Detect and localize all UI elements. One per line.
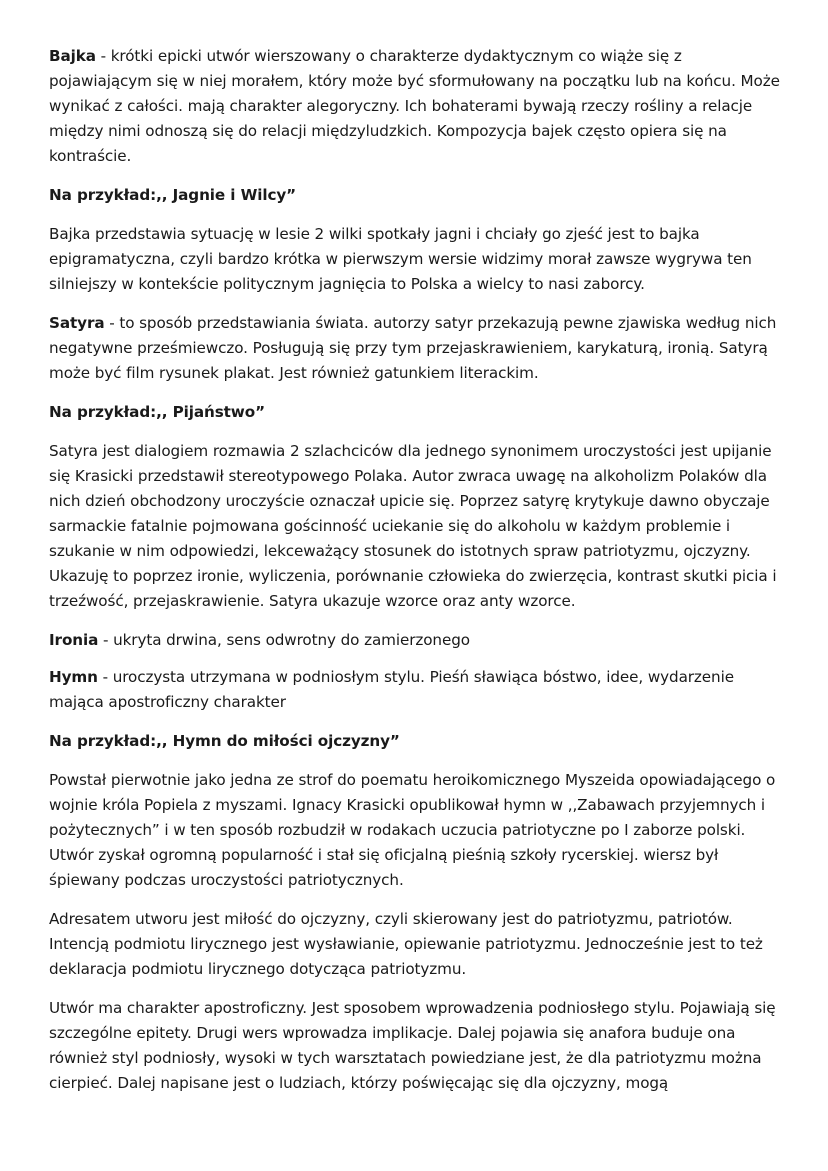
term-bajka: Bajka [49,47,96,65]
example-heading-jagnie: Na przykład:,, Jagnie i Wilcy” [49,186,297,204]
paragraph-hymn-addressee: Adresatem utworu jest miłość do ojczyzny, czyli skierowany jest do patriotyzmu, patriotów. Intencją podmiotu lirycznego jest wysławianie, opiewanie patriotyzmu. Jednocześnie jest to też deklaracja podmiotu lirycznego dotycząca patriotyzmu. [49,910,763,978]
definition-satyra-text: - to sposób przedstawiania świata. autorzy satyr przekazują pewne zjawiska według nich negatywne prześmiewczo. Posługują się przy tym przejaskrawieniem, karykaturą, ironią. Satyrą może być film rysunek plakat. Jest również gatunkiem literackim. [49,314,777,382]
definition-hymn [49,665,788,715]
example-heading-pijanstwo: Na przykład:,, Pijaństwo” [49,403,265,421]
paragraph-hymn-origin: Powstał pierwotnie jako jedna ze strof do poematu heroikomicznego Myszeida opowiadającego o wojnie króla Popiela z myszami. Ignacy Krasicki opublikował hymn w ,,Zabawach przyjemnych i pożytecznych” i w ten sposób rozbudził w rodakach uczucia patriotyczne po I zaborze polski. Utwór zyskał ogromną popularność i stał się oficjalną pieśnią szkoły rycerskiej. wiersz był śpiewany podczas uroczystości patriotycznych. [49,771,776,889]
definition-ironia [49,628,788,653]
paragraph-hymn-style: Utwór ma charakter apostroficzny. Jest sposobem wprowadzenia podniosłego stylu. Pojawiają się szczególne epitety. Drugi wers wprowadza implikacje. Dalej pojawia się anafora buduje ona również styl podniosły, wysoki w tych warsztatach powiedziane jest, że dla patriotyzmu można cierpieć. Dalej napisane jest o ludziach, którzy poświęcając się dla ojczyzny, mogą [49,999,776,1092]
definition-bajka-text: - krótki epicki utwór wierszowany o charakterze dydaktycznym co wiąże się z pojawiającym się w niej morałem, który może być sformułowany na początku lub na końcu. Może wynikać z całości. mają charakter alegoryczny. Ich bohaterami bywają rzeczy rośliny a relacje między nimi odnoszą się do relacji międzyludzkich. Kompozycja bajek często opiera się na kontraście. [49,47,780,165]
definition-bajka [49,44,788,169]
definition-ironia-text: - ukryta drwina, sens odwrotny do zamierzonego [98,631,470,649]
example-heading-hymn: Na przykład:,, Hymn do miłości ojczyzny” [49,732,400,750]
definition-satyra [49,311,788,386]
paragraph-pijanstwo-description: Satyra jest dialogiem rozmawia 2 szlachciców dla jednego synonimem uroczystości jest upijanie się Krasicki przedstawił stereotypowego Polaka. Autor zwraca uwagę na alkoholizm Polaków dla nich dzień obchodzony uroczyście oznaczał upicie się. Poprzez satyrę krytykuje dawno obyczaje sarmackie fatalnie pojmowana gościnność uciekanie się do alkoholu w każdym problemie i szukanie w nim odpowiedzi, lekceważący stosunek do istotnych spraw patriotyzmu, ojczyzny. Ukazuję to poprzez ironie, wyliczenia, porównanie człowieka do zwierzęcia, kontrast skutki picia i trzeźwość, przejaskrawienie. Satyra ukazuje wzorce oraz anty wzorce. [49,442,777,610]
term-ironia: Ironia [49,631,99,649]
definition-hymn-text: - uroczysta utrzymana w podniosłym stylu. Pieśń sławiąca bóstwo, idee, wydarzenie mająca apostroficzny charakter [49,668,734,711]
term-hymn: Hymn [49,668,98,686]
term-satyra: Satyra [49,314,105,332]
paragraph-jagnie-description: Bajka przedstawia sytuację w lesie 2 wilki spotkały jagni i chciały go zjeść jest to bajka epigramatyczna, czyli bardzo krótka w pierwszym wersie widzimy morał zawsze wygrywa ten silniejszy w kontekście politycznym jagnięcia to Polska a wielcy to nasi zaborcy. [49,225,752,293]
